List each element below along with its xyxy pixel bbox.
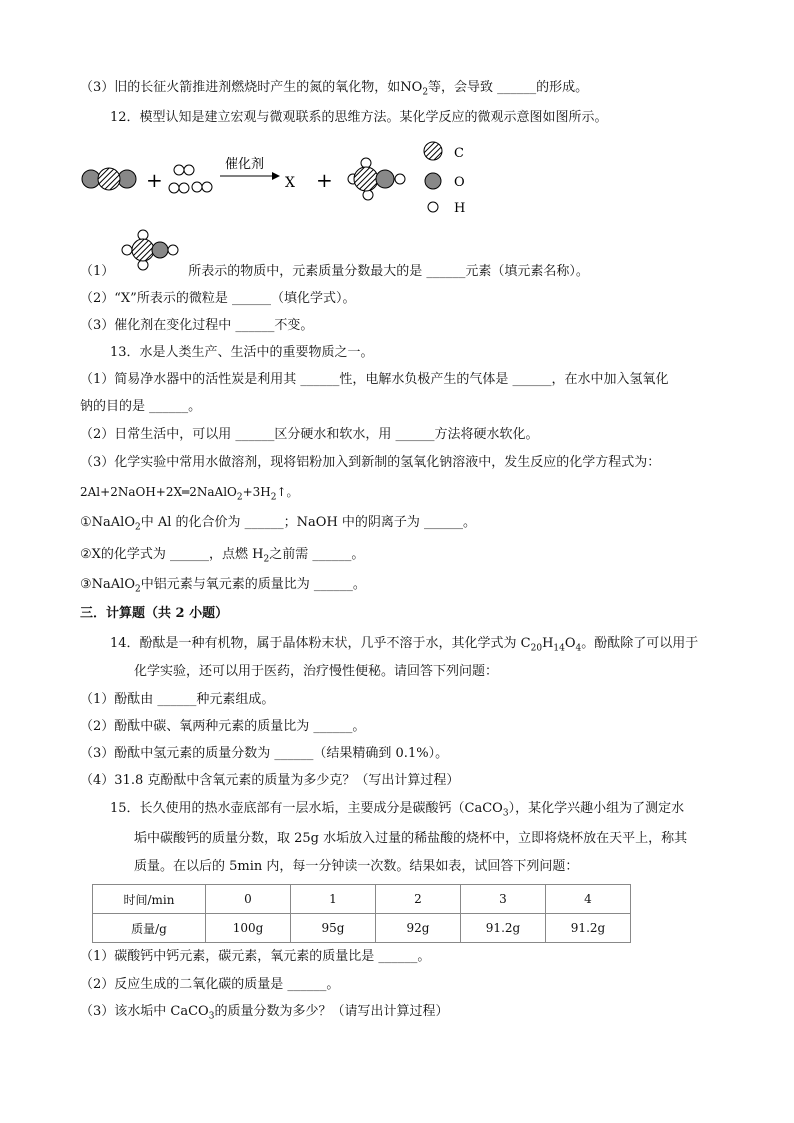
question-11-3: （3）旧的长征火箭推进剂燃烧时产生的氮的氧化物，如$NO_2$等，会导致 ______的形成。 <box>80 80 589 98</box>
catalyst-label: 催化剂 <box>225 157 265 172</box>
question-14-1: （1）酚酞由 ______种元素组成。 <box>80 692 275 707</box>
legend-h: H <box>454 201 466 216</box>
table-cell: 100g <box>206 914 291 943</box>
question-13-2: （2）日常生活中，可以用 ______区分硬水和软水，用 ______方法将硬水软化。 <box>80 427 539 442</box>
question-12-2: （2）“X”所表示的微粒是 ______（填化学式）。 <box>80 291 356 306</box>
question-15-stem-c: 质量。在以后的 5min 内，每一分钟读一次数。结果如表，试回答下列问题： <box>134 859 579 874</box>
table-header-cell: 时间/min <box>93 885 206 914</box>
table-cell: 91.2g <box>546 914 631 943</box>
table-cell: 1 <box>291 885 376 914</box>
table-cell: 95g <box>291 914 376 943</box>
table-cell: 92g <box>376 914 461 943</box>
question-14-stem-a: 14．酚酞是一种有机物，属于晶体粉末状，几乎不溶于水，其化学式为 $C_{20}H_{14}O_4$。酚酞除了可以用于 <box>110 636 699 654</box>
h2-molecules <box>169 165 212 193</box>
question-15-stem-a: 15．长久使用的热水壶底部有一层水垢，主要成分是碳酸钙（CaCO$_3$），某化学兴趣小组为了测定水 <box>110 801 685 819</box>
question-13-3: （3）化学实验中常用水做溶剂，现将铝粉加入到新制的氢氧化钠溶液中，发生反应的化学方程式为： <box>80 455 661 470</box>
question-13-3-3: ③NaAlO$_2$中铝元素与氧元素的质量比为 ______。 <box>80 577 366 595</box>
question-13-3-1: ①NaAlO$_2$中 Al 的化合价为 ______；NaOH 中的阴离子为 ______。 <box>80 515 477 533</box>
legend <box>424 142 442 212</box>
equation: $2Al+2NaOH+2X═2NaAlO_2+3H_2↑$。 <box>80 485 299 503</box>
question-15-stem-b: 垢中碳酸钙的质量分数，取 25g 水垢放入过量的稀盐酸的烧杯中，立即将烧杯放在天平上，称其 <box>134 831 688 846</box>
table-cell: 91.2g <box>461 914 546 943</box>
section-heading: 三．计算题（共 2 小题） <box>80 606 229 621</box>
question-14-3: （3）酚酞中氢元素的质量分数为 ______（结果精确到 0.1%）。 <box>80 746 449 761</box>
question-13-1-a: （1）简易净水器中的活性炭是利用其 ______性，电解水负极产生的气体是 ______，在水中加入氢氧化 <box>80 372 669 387</box>
question-13-stem: 13．水是人类生产、生活中的重要物质之一。 <box>110 345 374 360</box>
table-cell: 4 <box>546 885 631 914</box>
question-14-2: （2）酚酞中碳、氧两种元素的质量比为 ______。 <box>80 719 366 734</box>
question-15-2: （2）反应生成的二氧化碳的质量是 ______。 <box>80 977 340 992</box>
arrow-icon <box>220 172 280 180</box>
question-14-4: （4）31.8 克酚酞中含氧元素的质量为多少克？（写出计算过程） <box>80 773 460 788</box>
question-15-1: （1）碳酸钙中钙元素，碳元素，氧元素的质量比是 ______。 <box>80 949 431 964</box>
table-cell: 3 <box>461 885 546 914</box>
plus-sign-1: + <box>146 168 163 192</box>
question-14-stem-b: 化学实验，还可以用于医药，治疗慢性便秘。请回答下列问题： <box>134 664 499 679</box>
question-12-1: （1） 所表示的物质中，元素质量分数最大的是 ______元素（填元素名称）。 <box>80 264 589 279</box>
table-row <box>93 914 631 943</box>
plus-sign-2: + <box>316 168 333 192</box>
product-x: X <box>285 175 295 191</box>
question-15-3: （3）该水垢中 CaCO$_3$的质量分数为多少？（请写出计算过程） <box>80 1004 449 1022</box>
mass-time-table <box>92 884 631 943</box>
question-12-stem: 12．模型认知是建立宏观与微观联系的思维方法。某化学反应的微观示意图如图所示。 <box>110 110 608 125</box>
table-cell: 2 <box>376 885 461 914</box>
question-13-1-b: 钠的目的是 ______。 <box>80 399 202 414</box>
reaction-diagram <box>0 135 794 225</box>
table-header-cell: 质量/g <box>93 914 206 943</box>
co2-molecule <box>82 168 136 190</box>
legend-c: C <box>454 146 464 161</box>
question-12-3: （3）催化剂在变化过程中 ______不变。 <box>80 318 314 333</box>
table-row <box>93 885 631 914</box>
question-13-3-2: ②X的化学式为 ______，点燃 $H_2$之前需 ______。 <box>80 547 365 565</box>
legend-o: O <box>454 175 465 190</box>
methanol-molecule <box>348 158 405 200</box>
table-cell: 0 <box>206 885 291 914</box>
